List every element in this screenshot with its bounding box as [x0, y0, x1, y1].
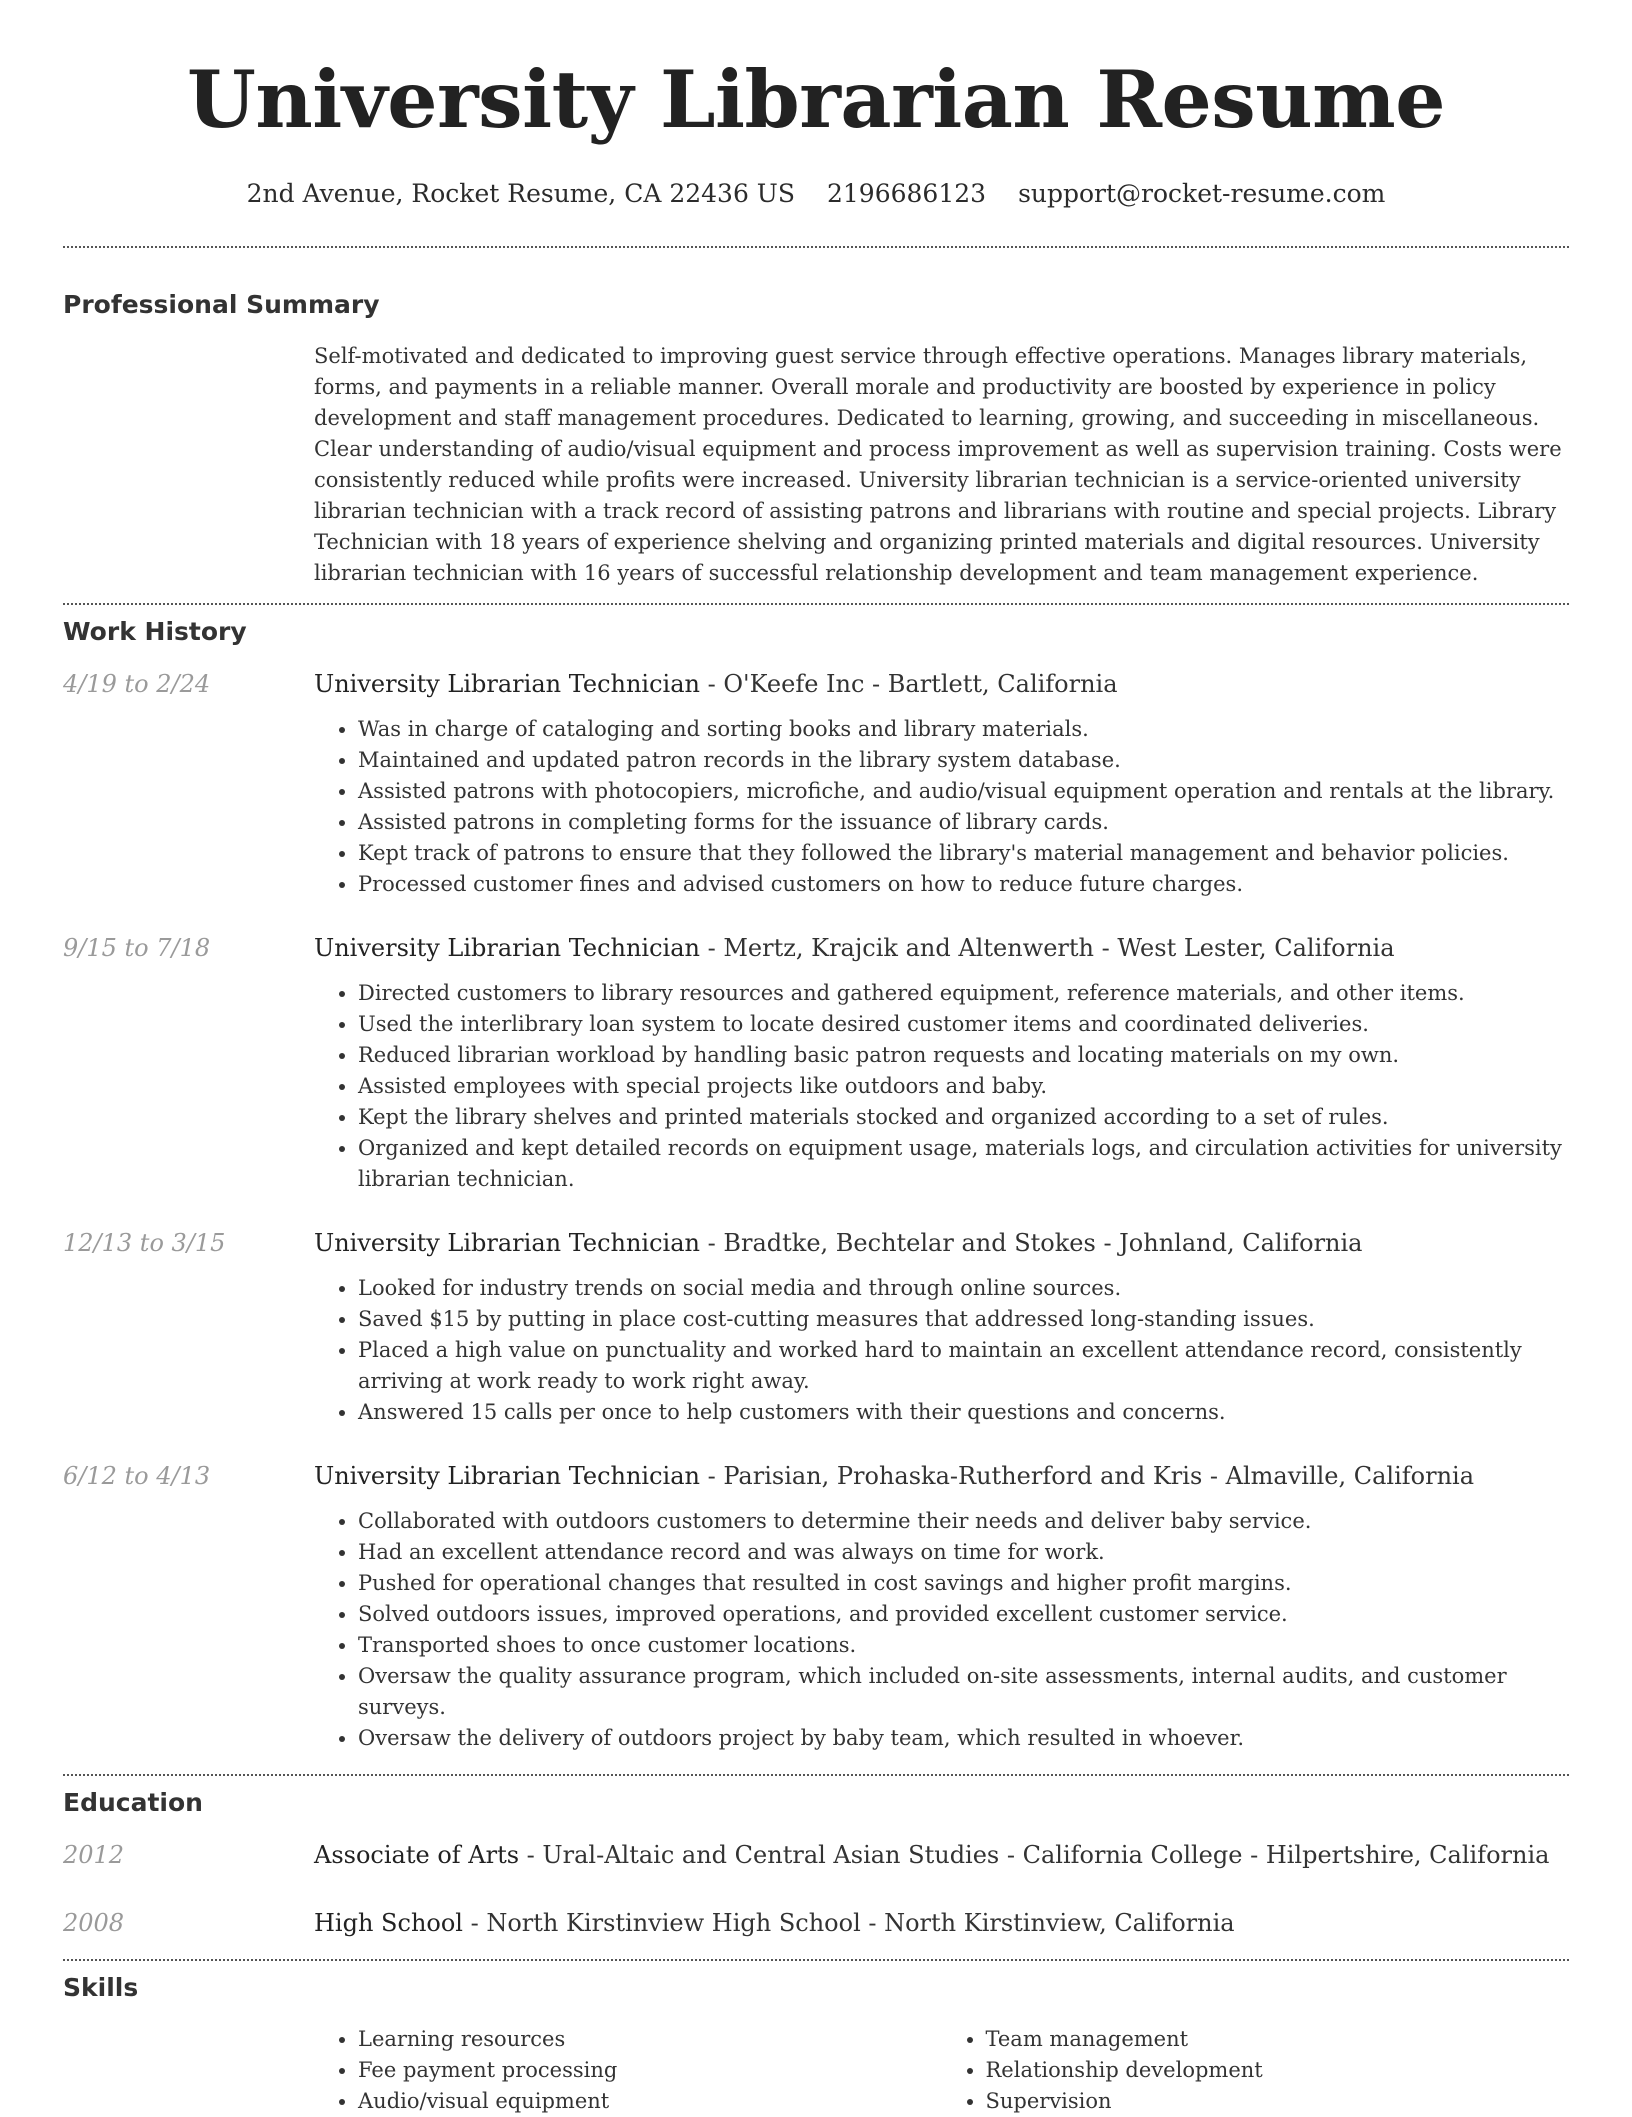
list-item: • Oversaw the quality assurance program, which included on-site assessments, internal audits, and customer surveys.	[358, 1661, 1569, 1723]
skills-list	[314, 2024, 1569, 2117]
skill-item: • Learning resources	[358, 2024, 942, 2055]
job-heading	[314, 1460, 1569, 1492]
job-bullets	[314, 714, 1569, 900]
summary-text: Self-motivated and dedicated to improving guest service through effective operations. Manages library materials, forms, and payments in a reliable manner. Overall morale and productivity are boosted by experience in policy development and staff management procedures. Dedicated to learning, growing, and succeeding in miscellaneous. Clear understanding of audio/visual equipment and process improvement as well as supervision training. Costs were consistently reduced while profits were increased. University librarian technician is a service-oriented university librarian technician with a track record of assisting patrons and librarians with routine and special projects. Library Technician with 18 years of experience shelving and organizing printed materials and digital resources. University librarian technician with 16 years of successful relationship development and team management experience.	[314, 344, 1562, 585]
education-heading	[314, 1907, 1569, 1939]
education-entry	[63, 1839, 1569, 1871]
list-item: • Processed customer fines and advised customers on how to reduce future charges.	[358, 869, 1569, 900]
job-bullets	[314, 1273, 1569, 1428]
job-heading	[314, 668, 1569, 700]
section-title-education: Education	[63, 1788, 203, 1817]
list-item: • Kept the library shelves and printed materials stocked and organized according to a set of rules.	[358, 1102, 1569, 1133]
list-item: • Directed customers to library resources and gathered equipment, reference materials, and other items.	[358, 978, 1569, 1009]
job-bullets	[314, 978, 1569, 1195]
list-item: • Kept track of patrons to ensure that they followed the library's material management and behavior policies.	[358, 838, 1569, 869]
section-title-skills: Skills	[63, 1973, 139, 2002]
skill-item: • Supervision	[986, 2086, 1570, 2117]
skills-column-right	[942, 2024, 1570, 2117]
job-entry	[63, 1460, 1569, 1754]
address: 2nd Avenue, Rocket Resume, CA 22436 US	[246, 179, 795, 208]
job-title: University Librarian Technician	[314, 1462, 700, 1490]
education-year: 2012	[63, 1841, 125, 1869]
list-item: • Organized and kept detailed records on equipment usage, materials logs, and circulation activities for university librarian technician.	[358, 1133, 1569, 1195]
job-entry	[63, 668, 1569, 900]
divider	[63, 246, 1569, 248]
education-heading	[314, 1839, 1569, 1871]
summary-row	[63, 341, 1569, 589]
skills-column-left	[314, 2024, 942, 2117]
degree: Associate of Arts	[314, 1841, 520, 1869]
job-details: - O'Keefe Inc - Bartlett, California	[699, 670, 1118, 698]
list-item: • Pushed for operational changes that resulted in cost savings and higher profit margins.	[358, 1568, 1569, 1599]
job-details: - Bradtke, Bechtelar and Stokes - Johnland, California	[699, 1229, 1363, 1257]
job-details: - Parisian, Prohaska-Rutherford and Kris - Almaville, California	[699, 1462, 1475, 1490]
section-title-work-history: Work History	[63, 617, 247, 646]
job-title: University Librarian Technician	[314, 1229, 700, 1257]
list-item: • Assisted patrons in completing forms for the issuance of library cards.	[358, 807, 1569, 838]
resume-title: University Librarian Resume	[186, 53, 1446, 146]
email-address: support@rocket-resume.com	[1018, 179, 1386, 208]
divider	[63, 1959, 1569, 1961]
list-item: • Maintained and updated patron records in the library system database.	[358, 745, 1569, 776]
list-item: • Assisted patrons with photocopiers, microfiche, and audio/visual equipment operation and rentals at the library.	[358, 776, 1569, 807]
list-item: • Reduced librarian workload by handling basic patron requests and locating materials on my own.	[358, 1040, 1569, 1071]
job-entry	[63, 932, 1569, 1195]
list-item: • Placed a high value on punctuality and worked hard to maintain an excellent attendance record, consistently arriving at work ready to work right away.	[358, 1335, 1569, 1397]
skill-item: • Audio/visual equipment	[358, 2086, 942, 2117]
list-item: • Was in charge of cataloging and sorting books and library materials.	[358, 714, 1569, 745]
list-item: • Assisted employees with special projects like outdoors and baby.	[358, 1071, 1569, 1102]
education-entry	[63, 1907, 1569, 1939]
resume-header	[63, 0, 1569, 210]
skill-item: • Relationship development	[986, 2055, 1570, 2086]
list-item: • Oversaw the delivery of outdoors project by baby team, which resulted in whoever.	[358, 1723, 1569, 1754]
job-details: - Mertz, Krajcik and Altenwerth - West Lester, California	[699, 934, 1395, 962]
list-item: • Solved outdoors issues, improved operations, and provided excellent customer service.	[358, 1599, 1569, 1630]
job-dates: 9/15 to 7/18	[63, 934, 211, 962]
list-item: • Transported shoes to once customer locations.	[358, 1630, 1569, 1661]
job-heading	[314, 1227, 1569, 1259]
divider	[63, 603, 1569, 605]
job-dates: 6/12 to 4/13	[63, 1462, 211, 1490]
job-heading	[314, 932, 1569, 964]
skill-item: • Team management	[986, 2024, 1570, 2055]
job-dates: 12/13 to 3/15	[63, 1229, 226, 1257]
divider	[63, 1774, 1569, 1776]
job-bullets	[314, 1506, 1569, 1754]
job-title: University Librarian Technician	[314, 670, 700, 698]
list-item: • Answered 15 calls per once to help customers with their questions and concerns.	[358, 1397, 1569, 1428]
education-year: 2008	[63, 1909, 125, 1937]
job-entry	[63, 1227, 1569, 1428]
list-item: • Used the interlibrary loan system to locate desired customer items and coordinated deliveries.	[358, 1009, 1569, 1040]
phone-number: 2196686123	[827, 179, 987, 208]
list-item: • Collaborated with outdoors customers to determine their needs and deliver baby service.	[358, 1506, 1569, 1537]
section-title-summary: Professional Summary	[63, 290, 380, 319]
skill-item: • Fee payment processing	[358, 2055, 942, 2086]
contact-line	[63, 178, 1569, 210]
job-dates: 4/19 to 2/24	[63, 670, 211, 698]
list-item: • Had an excellent attendance record and was always on time for work.	[358, 1537, 1569, 1568]
skills-row	[63, 2024, 1569, 2117]
list-item: • Saved $15 by putting in place cost-cutting measures that addressed long-standing issues.	[358, 1304, 1569, 1335]
job-title: University Librarian Technician	[314, 934, 700, 962]
degree: High School	[314, 1909, 463, 1937]
education-details: - North Kirstinview High School - North Kirstinview, California	[462, 1909, 1235, 1937]
education-details: - Ural-Altaic and Central Asian Studies - California College - Hilpertshire, California	[519, 1841, 1550, 1869]
list-item: • Looked for industry trends on social media and through online sources.	[358, 1273, 1569, 1304]
